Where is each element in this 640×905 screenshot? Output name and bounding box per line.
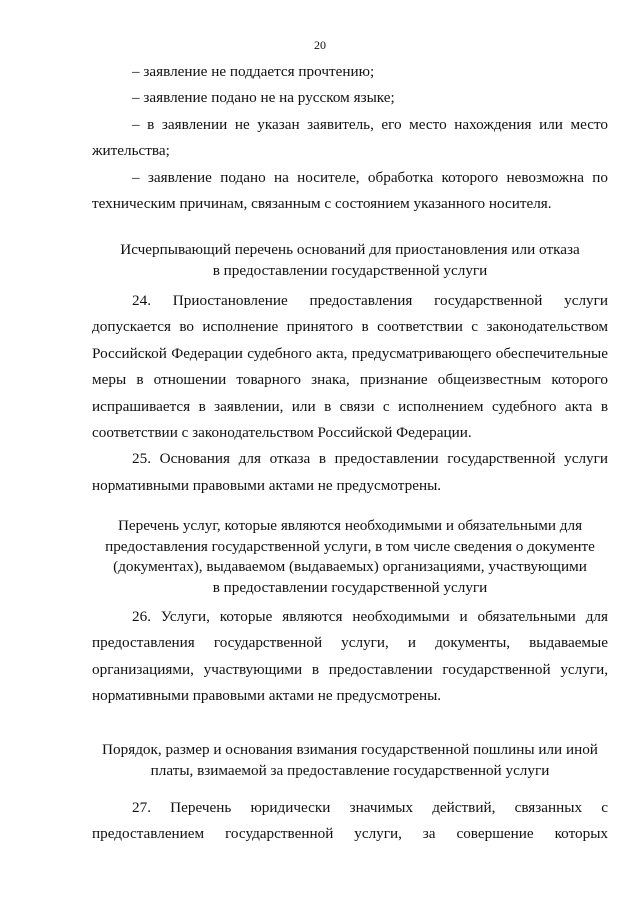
paragraph-24: 24. Приостановление предоставления государственной услуги допускается во исполнение принятого в соответствии с законодательством Российской Федерации судебного акта, предусматривающего обеспечительные меры в отношении товарного знака, признание общеизвестным которого испрашивается в заявлении, или в связи с исполнением судебного акта в соответствии с законодательством Российской Федерации. — [92, 292, 608, 442]
paragraph-27-block — [92, 795, 608, 848]
paragraph-26-block — [92, 604, 608, 710]
section-heading-state-fee — [92, 740, 608, 781]
list-item: – заявление подано на носителе, обработка которого невозможна по техническим причинам, связанным с состоянием указанного носителя. — [92, 168, 608, 213]
heading-line: в предоставлении государственной услуги — [212, 261, 488, 279]
section-heading-suspension — [92, 240, 608, 281]
list-item: – в заявлении не указан заявитель, его место нахождения или место жительства; — [92, 115, 608, 160]
refusal-reasons-list — [92, 59, 608, 217]
paragraph-25: 25. Основания для отказа в предоставлении государственной услуги нормативными правовыми актами не предусмотрены. — [92, 450, 608, 494]
heading-line: в предоставлении государственной услуги — [212, 578, 488, 596]
list-item: – заявление не поддается прочтению; — [132, 63, 375, 80]
section-heading-required-services — [92, 516, 608, 598]
page-number: 20 — [314, 38, 326, 52]
list-item: – заявление подано не на русском языке; — [132, 89, 395, 107]
paragraph-24-block — [92, 288, 608, 499]
heading-line: Порядок, размер и основания взимания государственной пошлины или иной — [102, 741, 598, 758]
heading-line: Исчерпывающий перечень оснований для приостановления или отказа — [120, 241, 580, 258]
heading-line: предоставления государственной услуги, в том числе сведения о документе — [105, 537, 595, 555]
paragraph-26: 26. Услуги, которые являются необходимыми и обязательными для предоставления государственной услуги, и документы, выдаваемые организациями, участвующими в предоставлении государственной услуги, нормативными правовыми актами не предусмотрены. — [92, 608, 608, 705]
heading-line: Перечень услуг, которые являются необходимыми и обязательными для — [117, 517, 583, 534]
paragraph-27: 27. Перечень юридически значимых действий, связанных с предоставлением государственной услуги, за совершение которых — [92, 799, 608, 843]
heading-line: платы, взимаемой за предоставление государственной услуги — [150, 761, 550, 779]
heading-line: (документах), выдаваемом (выдаваемых) организациями, участвующими — [113, 558, 587, 575]
